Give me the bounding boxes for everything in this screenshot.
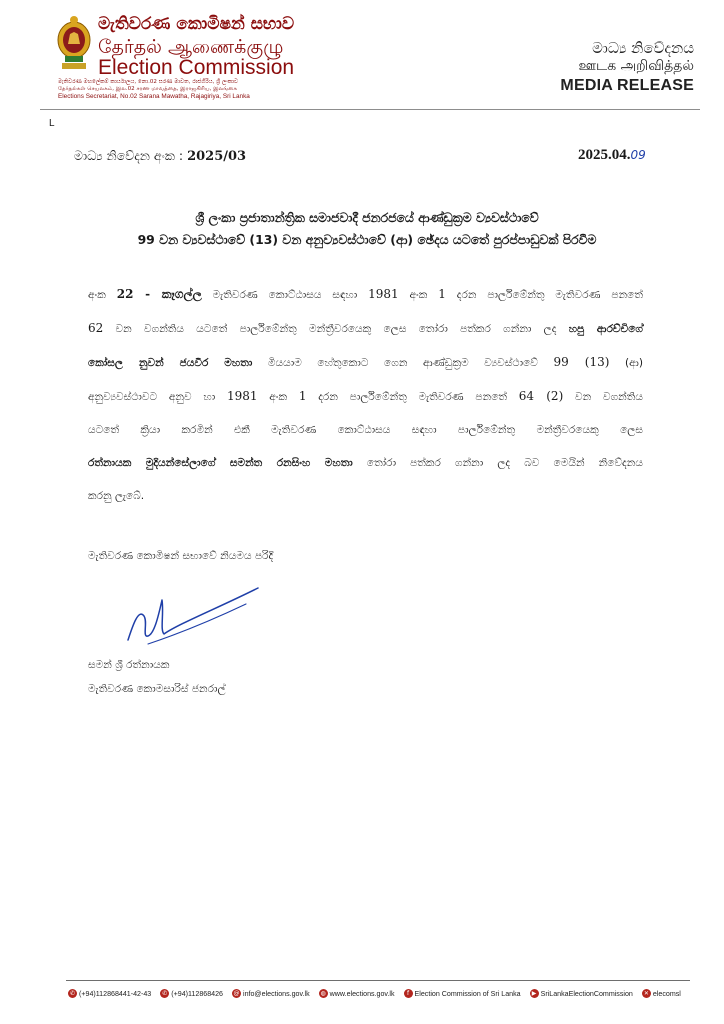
- globe-icon: ◍: [320, 990, 326, 997]
- youtube-icon: ▶: [530, 989, 539, 998]
- signature-icon: [118, 578, 268, 658]
- body-line-5: යටතේ ක්‍රියා කරමින් එකී මැතිවරණ කොට්ඨාසය සඳහා පාර්ලිමේන්තු මන්ත්‍රීවරයෙකු ලෙස: [88, 424, 643, 436]
- body-line-7: කරනු ලැබේ.: [88, 490, 145, 502]
- reference-value: 2025/03: [187, 149, 247, 164]
- media-release-english: MEDIA RELEASE: [560, 77, 694, 94]
- media-release-tamil: ஊடக அறிவித்தல்: [578, 58, 694, 74]
- address-english: Elections Secretariat, No.02 Sarana Mawatha, Rajagiriya, Sri Lanka: [58, 93, 250, 100]
- reference-label: මාධ්‍ය නිවේදන අංක :: [74, 148, 184, 163]
- subject-line-1: ශ්‍රී ලංකා ප්‍රජාතාන්ත්‍රික සමාජවාදී ජනරජයේ ආණ්ඩුක්‍රම ව්‍යවස්ථාවේ: [195, 210, 539, 225]
- header-divider: [40, 109, 700, 110]
- body-line-2: 62 වන වගන්තිය යටතේ පාර්ලිමේන්තු මන්ත්‍රීවරයෙකු ලෙස තෝරා පත්කර ගන්නා ලද හපු ආරච්චිගේ: [88, 321, 643, 335]
- footer-youtube[interactable]: ▶ SriLankaElectionCommission: [530, 989, 633, 998]
- subject-line-2: 99 වන ව්‍යවස්ථාවේ (13) වන අනුව්‍යවස්ථාවේ (ආ) ඡේදය යටතේ පුරප්පාඩුවක් පිරවීම: [137, 232, 597, 247]
- sri-lanka-emblem-icon: [56, 14, 92, 72]
- closing-line: මැතිවරණ කොමිෂන් සභාවේ නියමය පරිදි: [88, 550, 274, 562]
- margin-mark: L: [49, 118, 55, 129]
- footer-phone-1[interactable]: ✆ (+94)112868441-42-43: [69, 989, 152, 998]
- body-line-4: අනුව්‍යවස්ථාවට අනුව හා 1981 අංක 1 දරන පාර්ලිමේන්තු මැතිවරණ පනතේ 64 (2) වන වගන්තිය: [88, 389, 643, 403]
- footer-twitter[interactable]: ✕ elecomsl: [643, 989, 681, 998]
- signatory-title: මැතිවරණ කොමසාරිස් ජනරාල්: [88, 683, 226, 695]
- media-release-sinhala: මාධ්‍ය නිවේදනය: [592, 39, 694, 57]
- footer-divider: [66, 980, 690, 981]
- phone-icon: ✆: [69, 990, 76, 997]
- body-paragraph: [88, 278, 643, 513]
- footer-contacts: [68, 989, 681, 998]
- address-tamil: தேர்தல்கள் செயலகம், இல.02 சரண மாவத்தை, இராஜகிரிய, இலங்கை: [58, 86, 238, 92]
- org-name-sinhala: මැතිවරණ කොමිෂන් සභාව: [98, 14, 295, 34]
- footer-facebook[interactable]: f Election Commission of Sri Lanka: [404, 989, 521, 998]
- body-line-3: කෝසල නුවන් ජයවීර මහතා මියයාම හේතුකොට ගෙන ආණ්ඩුක්‍රම ව්‍යවස්ථාවේ 99 (13) (ආ): [88, 355, 644, 369]
- date-printed: 2025.04.: [578, 147, 631, 163]
- address-sinhala: මැතිවරණ මහලේකම් කාර්යාලය, නො.02 සරණ මාවත, රාජගිරිය, ශ්‍රී ලංකාව: [58, 79, 239, 85]
- footer-phone-2[interactable]: ✆ (+94)112868426: [162, 989, 223, 998]
- body-line-6: රත්නායක මුදියන්සේලාගේ සමන්ත රනසිංහ මහතා තෝරා පත්කර ගන්නා ලද බව මෙයින් නිවේදනය: [88, 457, 643, 469]
- reference-number: [74, 148, 246, 164]
- org-name-tamil: தேர்தல் ஆணைக்குழு: [98, 36, 284, 58]
- footer-website[interactable]: ◍ www.elections.gov.lk: [320, 989, 395, 998]
- body-line-1: අංක 22 - කෑගල්ල මැතිවරණ කොට්ඨාසය සඳහා 1981 අංක 1 දරන පාර්ලිමේන්තු මැතිවරණ පනතේ: [88, 287, 644, 301]
- date-handwritten-day: 09: [630, 148, 646, 162]
- fax-icon: ✆: [162, 990, 168, 997]
- org-name-english: Election Commission: [98, 56, 295, 79]
- footer-email[interactable]: @ info@elections.gov.lk: [233, 989, 310, 998]
- twitter-icon: ✕: [643, 990, 649, 997]
- email-icon: @: [233, 990, 240, 997]
- release-date: [578, 147, 646, 164]
- signatory-name: සමන් ශ්‍රී රත්නායක: [88, 659, 170, 671]
- facebook-icon: f: [404, 989, 413, 998]
